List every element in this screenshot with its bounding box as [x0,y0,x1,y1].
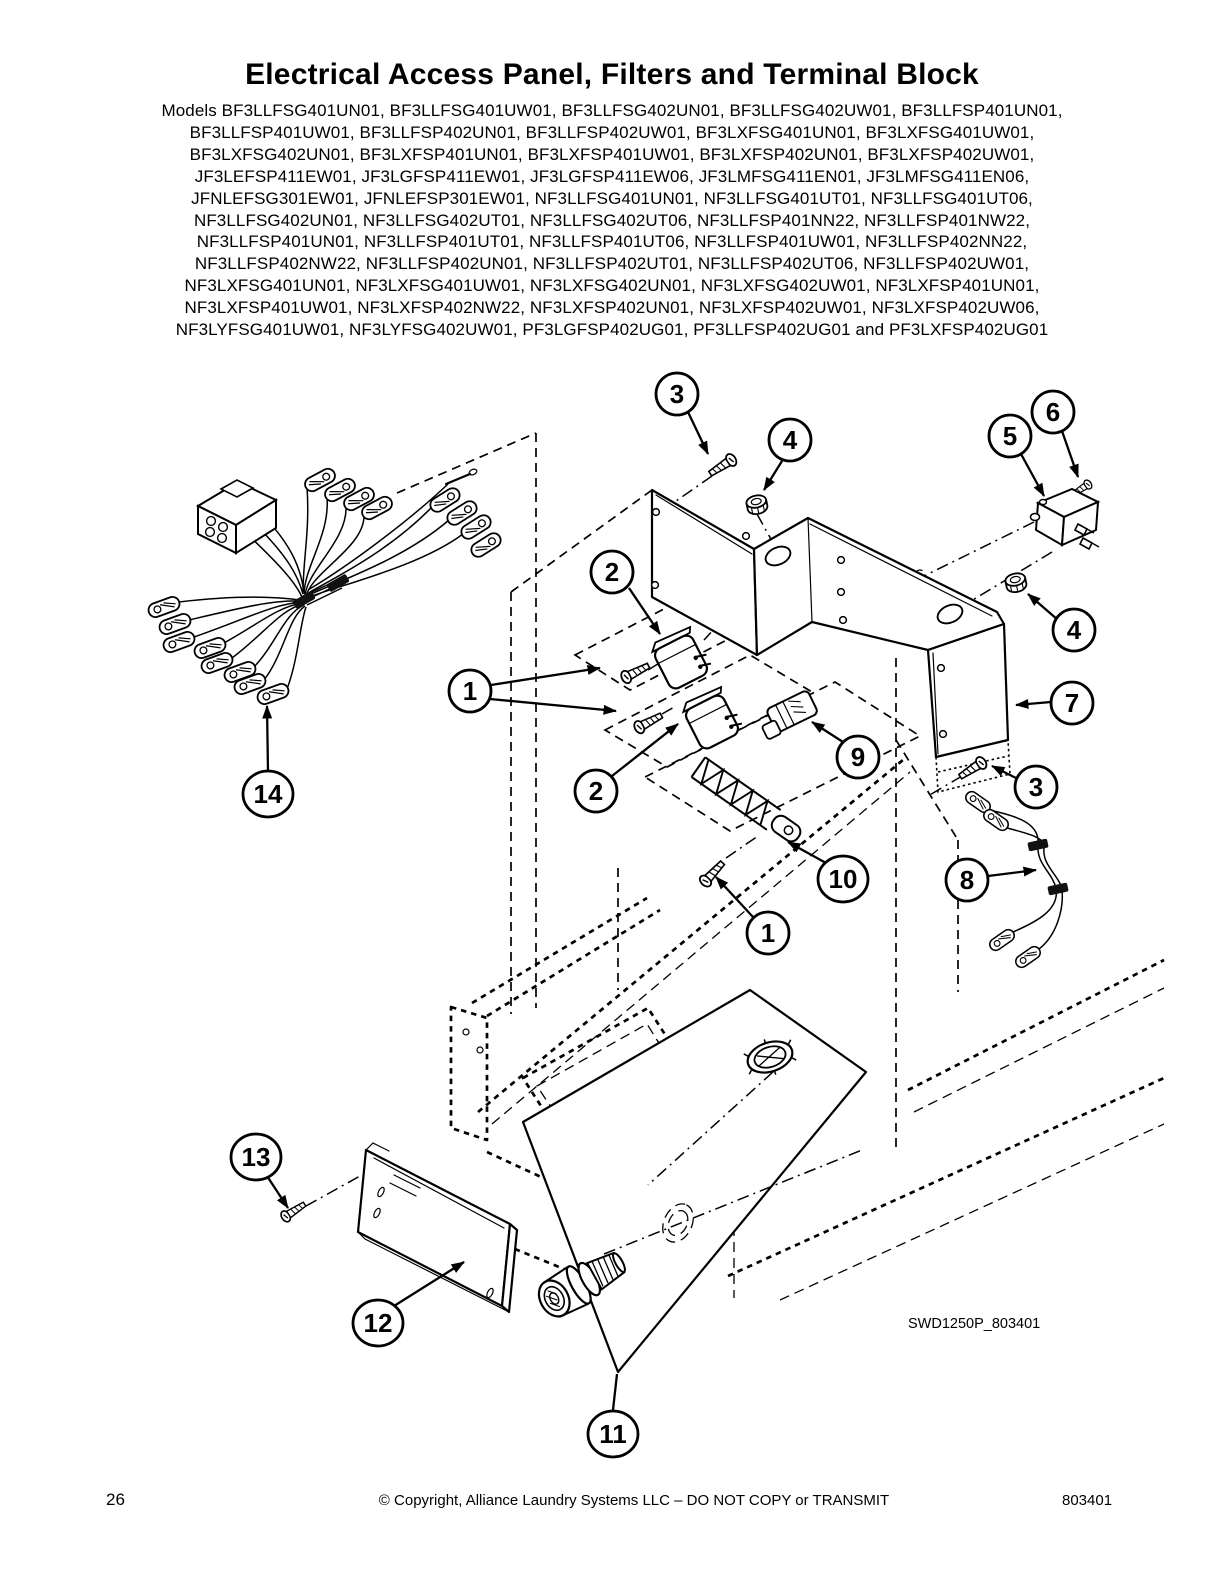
emi-filter [1031,489,1100,549]
callout-5 [989,415,1031,457]
model-line: NF3LLFSP402NW22, NF3LLFSP402UN01, NF3LLFSP402UT01, NF3LLFSP402UT06, NF3LLFSP402UW01, [194,254,1030,274]
svg-text:1: 1 [760,918,776,948]
svg-text:10: 10 [828,864,858,894]
model-line: BF3LLFSP401UW01, BF3LLFSP402UN01, BF3LLFSP402UW01, BF3LXFSG401UN01, BF3LXFSG401UW01, [189,122,1035,142]
screw-3-top [707,452,739,479]
callout-4-top [769,419,811,461]
callout-10 [818,856,868,902]
push-nut-top [745,494,768,516]
svg-text:5: 5 [1002,421,1018,451]
model-line: BF3LXFSG402UN01, BF3LXFSP401UN01, BF3LXFSP401UW01, BF3LXFSP402UN01, BF3LXFSP402UW01, [189,144,1035,164]
model-list [0,100,1224,341]
model-line: NF3LXFSP401UW01, NF3LXFSP402NW22, NF3LXFSP402UN01, NF3LXFSP402UW01, NF3LXFSP402UW06, [184,298,1040,318]
model-line: NF3LLFSP401UN01, NF3LLFSP401UT01, NF3LLFSP401UT06, NF3LLFSP401UW01, NF3LLFSP402NN22, [196,232,1028,252]
document-number: 803401 [1062,1492,1113,1509]
page-number: 26 [106,1490,125,1509]
callout-2-upper [591,551,633,593]
svg-text:3: 3 [669,379,685,409]
callout-2-lower [575,770,617,812]
model-line: NF3LXFSG401UN01, NF3LXFSG401UW01, NF3LXFSG402UN01, NF3LXFSG402UW01, NF3LXFSP401UN01, [184,276,1040,296]
svg-text:4: 4 [782,425,798,455]
svg-text:4: 4 [1066,615,1082,645]
page-header [0,0,1224,341]
svg-text:3: 3 [1028,772,1044,802]
svg-text:2: 2 [604,557,620,587]
drawing-code: SWD1250P_803401 [908,1316,1041,1332]
svg-text:8: 8 [959,865,975,895]
callout-14 [243,771,293,817]
svg-text:7: 7 [1064,688,1080,718]
model-line: NF3LYFSG401UW01, NF3LYFSG402UW01, PF3LGFSP402UG01, PF3LLFSP402UG01 and PF3LXFSP402UG01 [175,320,1049,340]
push-nut-right [1004,572,1027,594]
callout-6 [1032,391,1074,433]
model-line: JFNLEFSG301EW01, JFNLEFSP301EW01, NF3LLFSG401UN01, NF3LLFSG401UT01, NF3LLFSG401UT06, [191,188,1033,208]
svg-text:9: 9 [850,742,866,772]
svg-text:13: 13 [241,1142,271,1172]
svg-text:14: 14 [253,779,283,809]
screw-3-right [957,755,989,782]
copyright-notice: © Copyright, Alliance Laundry Systems LLC – DO NOT COPY or TRANSMIT [378,1492,890,1509]
callout-11 [588,1411,638,1457]
callout-1-bottom [747,912,789,954]
callout-3-top [656,373,698,415]
callout-13 [231,1134,281,1180]
page-title: Electrical Access Panel, Filters and Terminal Block [245,58,979,91]
model-line: JF3LEFSP411EW01, JF3LGFSP411EW01, JF3LGFSP411EW06, JF3LMFSG411EN01, JF3LMFSG411EN06, [194,166,1030,186]
callout-9 [837,736,879,778]
circuit-breaker-lower [680,684,745,751]
callout-1-left [449,670,491,712]
svg-text:11: 11 [599,1419,627,1449]
harness-connector [198,480,276,553]
cabinet-cover-plate [523,990,866,1372]
svg-text:12: 12 [363,1308,393,1338]
svg-text:2: 2 [588,776,604,806]
svg-text:6: 6 [1045,397,1061,427]
callout-3-right [1015,766,1057,808]
relay [756,690,820,740]
wire-harness [147,466,504,706]
callout-8 [946,859,988,901]
callout-7 [1051,682,1093,724]
access-panel [358,1143,517,1312]
screw-1a [619,660,651,685]
model-line: Models BF3LLFSG401UN01, BF3LLFSG401UW01, BF3LLFSG402UN01, BF3LLFSG402UW01, BF3LLFSP401UN01, [161,101,1063,120]
callout-4-right [1053,609,1095,651]
terminal-block [692,757,806,847]
svg-text:1: 1 [462,676,478,706]
model-line: NF3LLFSG402UN01, NF3LLFSG402UT01, NF3LLFSG402UT06, NF3LLFSP401NN22, NF3LLFSP401NW22, [193,210,1031,230]
callout-12 [353,1300,403,1346]
